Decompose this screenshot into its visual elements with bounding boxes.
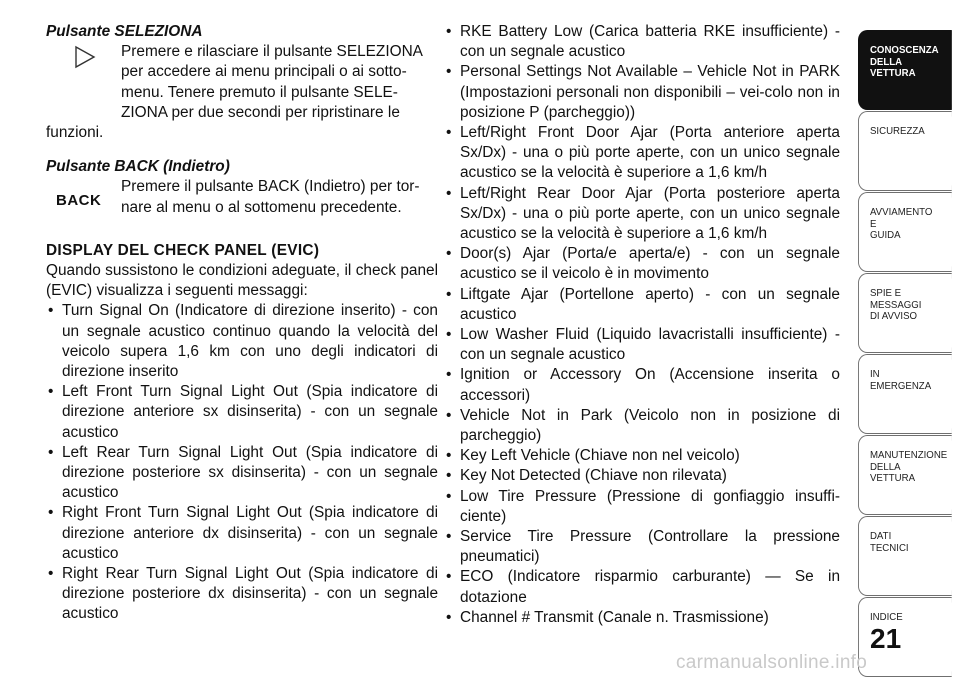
list-item: • Ignition or Accessory On (Accensione inserita o accessori)	[444, 365, 840, 405]
tab-avviamento-e-guida[interactable]	[858, 192, 952, 272]
page-number: 21	[870, 623, 902, 654]
tab-manutenzione-della-vettura[interactable]	[858, 435, 952, 515]
tab-conoscenza-della-vettura[interactable]	[858, 30, 952, 110]
list-item: • Right Front Turn Signal Light Out (Spia indicatore di direzione anteriore dx disinserita) - con un segnale acustico	[46, 503, 438, 564]
tab-label: SICUREZZA	[869, 125, 925, 137]
select-button-description	[121, 42, 438, 123]
back-icon-label: BACK	[56, 192, 102, 210]
list-item: • Left Front Turn Signal Light Out (Spia indicatore di direzione anteriore sx disinserita) - con un segnale acustico	[46, 382, 438, 443]
list-item: • RKE Battery Low (Carica batteria RKE insufficiente) - con un segnale acustico	[444, 22, 840, 62]
list-item: • Left Rear Turn Signal Light Out (Spia indicatore di direzione posteriore sx disinserita) - con un segnale acustico	[46, 443, 438, 504]
left-message-list	[46, 301, 438, 624]
tab-label: E	[869, 217, 877, 230]
select-button-block	[46, 42, 438, 123]
list-item: • Key Not Detected (Chiave non rilevata)	[444, 466, 840, 486]
back-button-description	[121, 177, 438, 217]
tab-label: DATI	[869, 530, 892, 542]
text-line: Premere e rilasciare il pulsante SELEZIONA	[121, 43, 423, 61]
list-item: • Key Left Vehicle (Chiave non nel veicolo)	[444, 446, 840, 466]
right-message-list	[444, 22, 840, 628]
tab-in-emergenza[interactable]	[858, 354, 952, 434]
chapter-tabs	[858, 30, 960, 678]
back-button-block	[46, 177, 438, 217]
list-item: • Low Washer Fluid (Liquido lavacristalli insufficiente) - con un segnale acustico	[444, 325, 840, 365]
list-item: • Service Tire Pressure (Controllare la pressione pneumatici)	[444, 527, 840, 567]
text-line: Premere il pulsante BACK (Indietro) per tor-	[121, 178, 420, 196]
tab-label: SPIE E	[869, 287, 902, 299]
list-item: • Right Rear Turn Signal Light Out (Spia indicatore di direzione posteriore dx disinserita) - con un segnale acustico	[46, 564, 438, 625]
tab-label: INDICE	[869, 611, 903, 623]
tab-label: DELLA	[869, 460, 901, 473]
tab-label: VETTURA	[869, 67, 916, 79]
back-icon	[46, 177, 121, 211]
tab-label: GUIDA	[869, 229, 901, 241]
tab-label: DELLA	[869, 55, 903, 68]
play-triangle-icon	[46, 42, 121, 72]
right-column	[444, 22, 840, 628]
text-line: nare al menu o al sottomenu precedente.	[121, 198, 402, 216]
select-button-continuation: funzioni.	[46, 124, 104, 142]
list-item: • Left/Right Front Door Ajar (Porta anteriore aperta Sx/Dx) - una o più porte aperte, con un unico segnale acustico se la velocità è superiore a 1,6 km/h	[444, 123, 840, 184]
text-line: menu. Tenere premuto il pulsante SELE-	[121, 83, 398, 101]
list-item: • Channel # Transmit (Canale n. Trasmissione)	[444, 608, 840, 628]
list-item: • Turn Signal On (Indicatore di direzione inserito) - con un segnale acustico continuo quando la velocità del veicolo supera 1,6 km con uno degli indicatori di direzione inserito	[46, 301, 438, 382]
tab-sicurezza[interactable]	[858, 111, 952, 191]
tab-label: MANUTENZIONE	[869, 449, 948, 461]
tab-label: AVVIAMENTO	[869, 206, 933, 218]
tab-label: TECNICI	[869, 541, 909, 554]
tab-label: IN	[869, 368, 880, 380]
select-button-title: Pulsante SELEZIONA	[46, 23, 203, 40]
tab-label: CONOSCENZA	[869, 44, 939, 56]
intro-paragraph: Quando sussistono le condizioni adeguate, il check panel (EVIC) visualizza i seguenti messaggi:	[46, 262, 438, 300]
list-item: • Personal Settings Not Available – Vehicle Not in PARK (Impostazioni personali non disponibili – vei-colo non in posizione P (parcheggio))	[444, 62, 840, 123]
tab-spie-e-messaggi[interactable]	[858, 273, 952, 353]
list-item: • Vehicle Not in Park (Veicolo non in posizione di parcheggio)	[444, 406, 840, 446]
tab-label: MESSAGGI	[869, 298, 922, 311]
tab-label: EMERGENZA	[869, 379, 932, 392]
list-item: • ECO (Indicatore risparmio carburante) — Se in dotazione	[444, 567, 840, 607]
list-item: • Liftgate Ajar (Portellone aperto) - con un segnale acustico	[444, 285, 840, 325]
text-line: per accedere ai menu principali o ai sotto-	[121, 63, 407, 81]
tab-label: VETTURA	[869, 472, 916, 484]
watermark: carmanualsonline.info	[676, 652, 868, 673]
list-item: • Left/Right Rear Door Ajar (Porta posteriore aperta Sx/Dx) - una o più porte aperte, con un unico segnale acustico se la velocità è superiore a 1,6 km/h	[444, 184, 840, 245]
left-column	[46, 22, 438, 625]
section-heading: DISPLAY DEL CHECK PANEL (EVIC)	[46, 241, 320, 259]
list-item: • Door(s) Ajar (Porta/e aperta/e) - con un segnale acustico se il veicolo è in movimento	[444, 244, 840, 284]
tab-dati-tecnici[interactable]	[858, 516, 952, 596]
text-line: ZIONA per due secondi per ripristinare le	[121, 103, 400, 121]
back-button-title: Pulsante BACK (Indietro)	[46, 158, 230, 176]
list-item: • Low Tire Pressure (Pressione di gonfiaggio insuffi-ciente)	[444, 487, 840, 527]
tab-label: DI AVVISO	[869, 310, 918, 322]
